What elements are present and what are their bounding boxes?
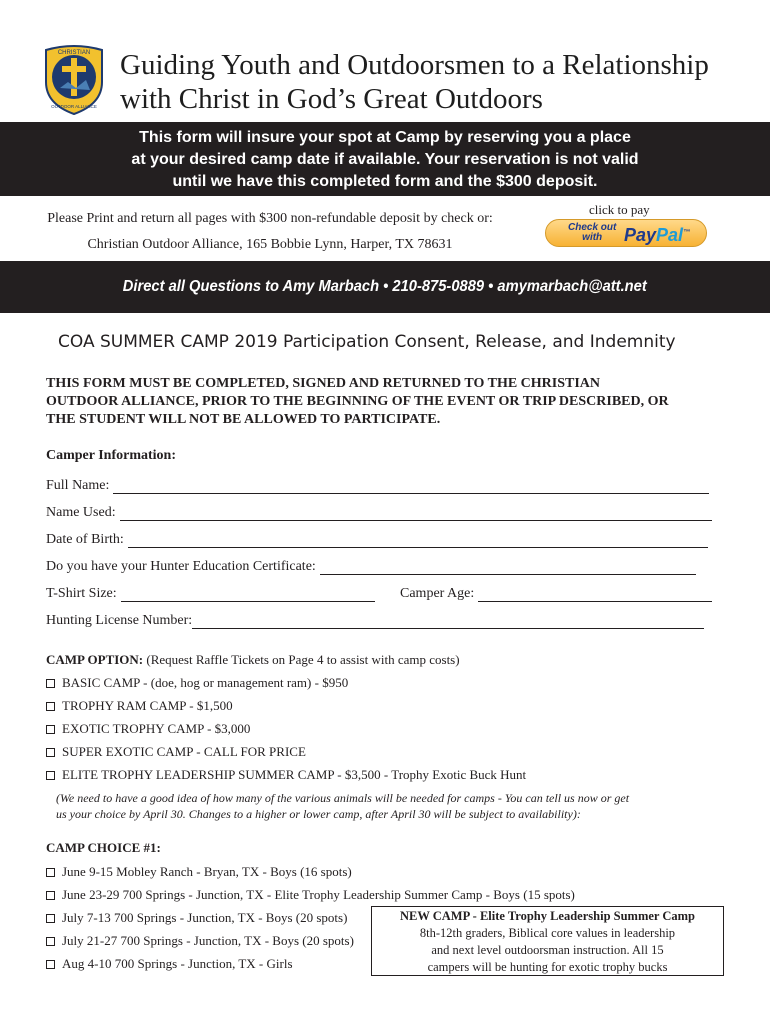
name-used-label: Name Used:: [46, 505, 116, 520]
form-title: COA SUMMER CAMP 2019 Participation Consent, Release, and Indemnity: [58, 332, 676, 352]
contact-text: Direct all Questions to Amy Marbach • 210-875-0889 • amymarbach@att.net: [123, 278, 647, 295]
camp-option-elite-trophy[interactable]: ELITE TROPHY LEADERSHIP SUMMER CAMP - $3,500 - Trophy Exotic Buck Hunt: [46, 767, 526, 783]
tshirt-input[interactable]: [121, 589, 375, 602]
checkbox[interactable]: [46, 771, 55, 780]
checkbox[interactable]: [46, 702, 55, 711]
click-to-pay-label: click to pay: [589, 202, 650, 217]
name-used-field[interactable]: [46, 501, 712, 521]
paypal-checkout-label: Check out with: [568, 222, 617, 243]
dob-field[interactable]: [46, 528, 708, 548]
dob-label: Date of Birth:: [46, 532, 124, 547]
page-title: [120, 48, 709, 116]
camp-choice-june-23[interactable]: June 23-29 700 Springs - Junction, TX - Elite Trophy Leadership Summer Camp - Boys (15 spots): [46, 887, 575, 903]
checkbox[interactable]: [46, 679, 55, 688]
checkbox[interactable]: [46, 960, 55, 969]
hunter-ed-label: Do you have your Hunter Education Certificate:: [46, 559, 316, 574]
camp-option-exotic-trophy[interactable]: EXOTIC TROPHY CAMP - $3,000: [46, 721, 250, 737]
tshirt-label: T-Shirt Size:: [46, 586, 117, 601]
banner-line-1: This form will insure your spot at Camp by reserving you a place: [139, 129, 631, 146]
paypal-logo: PayPal™: [624, 225, 691, 245]
form-warning: THIS FORM MUST BE COMPLETED, SIGNED AND RETURNED TO THE CHRISTIAN OUTDOOR ALLIANCE, PRIOR TO THE BEGINNING OF THE EVENT OR TRIP DESCRIBED, OR THE STUDENT WILL NOT BE ALLOWED TO PARTICIPATE.: [46, 376, 669, 427]
return-instructions: [0, 206, 540, 258]
title-line-1: Guiding Youth and Outdoorsmen to a Relationship: [120, 49, 709, 81]
instructions-address: Christian Outdoor Alliance, 165 Bobbie Lynn, Harper, TX 78631: [87, 237, 453, 252]
full-name-field[interactable]: [46, 474, 709, 494]
age-input[interactable]: [478, 589, 712, 602]
dob-input[interactable]: [128, 535, 708, 548]
camp-option-heading: CAMP OPTION: (Request Raffle Tickets on Page 4 to assist with camp costs): [46, 652, 460, 667]
header: [0, 0, 770, 122]
checkbox[interactable]: [46, 914, 55, 923]
camp-option-trophy-ram[interactable]: TROPHY RAM CAMP - $1,500: [46, 698, 233, 714]
age-field[interactable]: [400, 582, 712, 602]
alliance-logo-icon: [42, 44, 106, 116]
hunter-ed-input[interactable]: [320, 562, 696, 575]
tshirt-field[interactable]: [46, 582, 375, 602]
checkbox[interactable]: [46, 891, 55, 900]
new-camp-title: NEW CAMP - Elite Trophy Leadership Summer Camp: [399, 909, 696, 923]
name-used-input[interactable]: [120, 508, 712, 521]
svg-text:CHRISTIAN: CHRISTIAN: [57, 50, 91, 56]
camp-choice-july-21[interactable]: July 21-27 700 Springs - Junction, TX - Boys (20 spots): [46, 933, 354, 949]
license-label: Hunting License Number:: [46, 613, 193, 628]
banner-line-2: at your desired camp date if available. Your reservation is not valid: [131, 151, 639, 168]
camp-choice-june-9[interactable]: June 9-15 Mobley Ranch - Bryan, TX - Boys (16 spots): [46, 864, 352, 880]
camp-option-basic[interactable]: BASIC CAMP - (doe, hog or management ram) - $950: [46, 675, 348, 691]
camper-info-heading: Camper Information:: [46, 448, 177, 463]
banner-line-3: until we have this completed form and the $300 deposit.: [172, 173, 598, 190]
title-line-2: with Christ in God’s Great Outdoors: [120, 83, 543, 115]
license-field[interactable]: [46, 609, 704, 629]
checkbox[interactable]: [46, 937, 55, 946]
new-camp-box: NEW CAMP - Elite Trophy Leadership Summer Camp 8th-12th graders, Biblical core values in leadership and next level outdoorsman instruction. All 15 campers will be hunting for exotic trophy bucks: [371, 906, 724, 976]
reservation-banner: [0, 122, 770, 196]
svg-text:OUTDOOR ALLIANCE: OUTDOOR ALLIANCE: [51, 104, 97, 109]
contact-bar: [0, 261, 770, 313]
camp-choice-aug-4[interactable]: Aug 4-10 700 Springs - Junction, TX - Girls: [46, 956, 293, 972]
checkbox[interactable]: [46, 868, 55, 877]
age-label: Camper Age:: [400, 586, 475, 601]
full-name-input[interactable]: [113, 481, 709, 494]
camp-choice-july-7[interactable]: July 7-13 700 Springs - Junction, TX - Boys (20 spots): [46, 910, 347, 926]
checkbox[interactable]: [46, 725, 55, 734]
camp-choice-heading: CAMP CHOICE #1:: [46, 840, 161, 855]
full-name-label: Full Name:: [46, 478, 110, 493]
camp-option-note: (We need to have a good idea of how many of the various animals will be needed for camps - You can tell us now or get us your choice by April 30. Changes to a higher or lower camp, after April 30 will be subject to availability):: [56, 791, 630, 821]
checkbox[interactable]: [46, 748, 55, 757]
license-input[interactable]: [192, 616, 704, 629]
paypal-checkout-button[interactable]: [545, 219, 707, 247]
hunter-ed-field[interactable]: [46, 555, 696, 575]
instructions-line-1: Please Print and return all pages with $300 non-refundable deposit by check or:: [47, 211, 493, 226]
camp-option-super-exotic[interactable]: SUPER EXOTIC CAMP - CALL FOR PRICE: [46, 744, 306, 760]
